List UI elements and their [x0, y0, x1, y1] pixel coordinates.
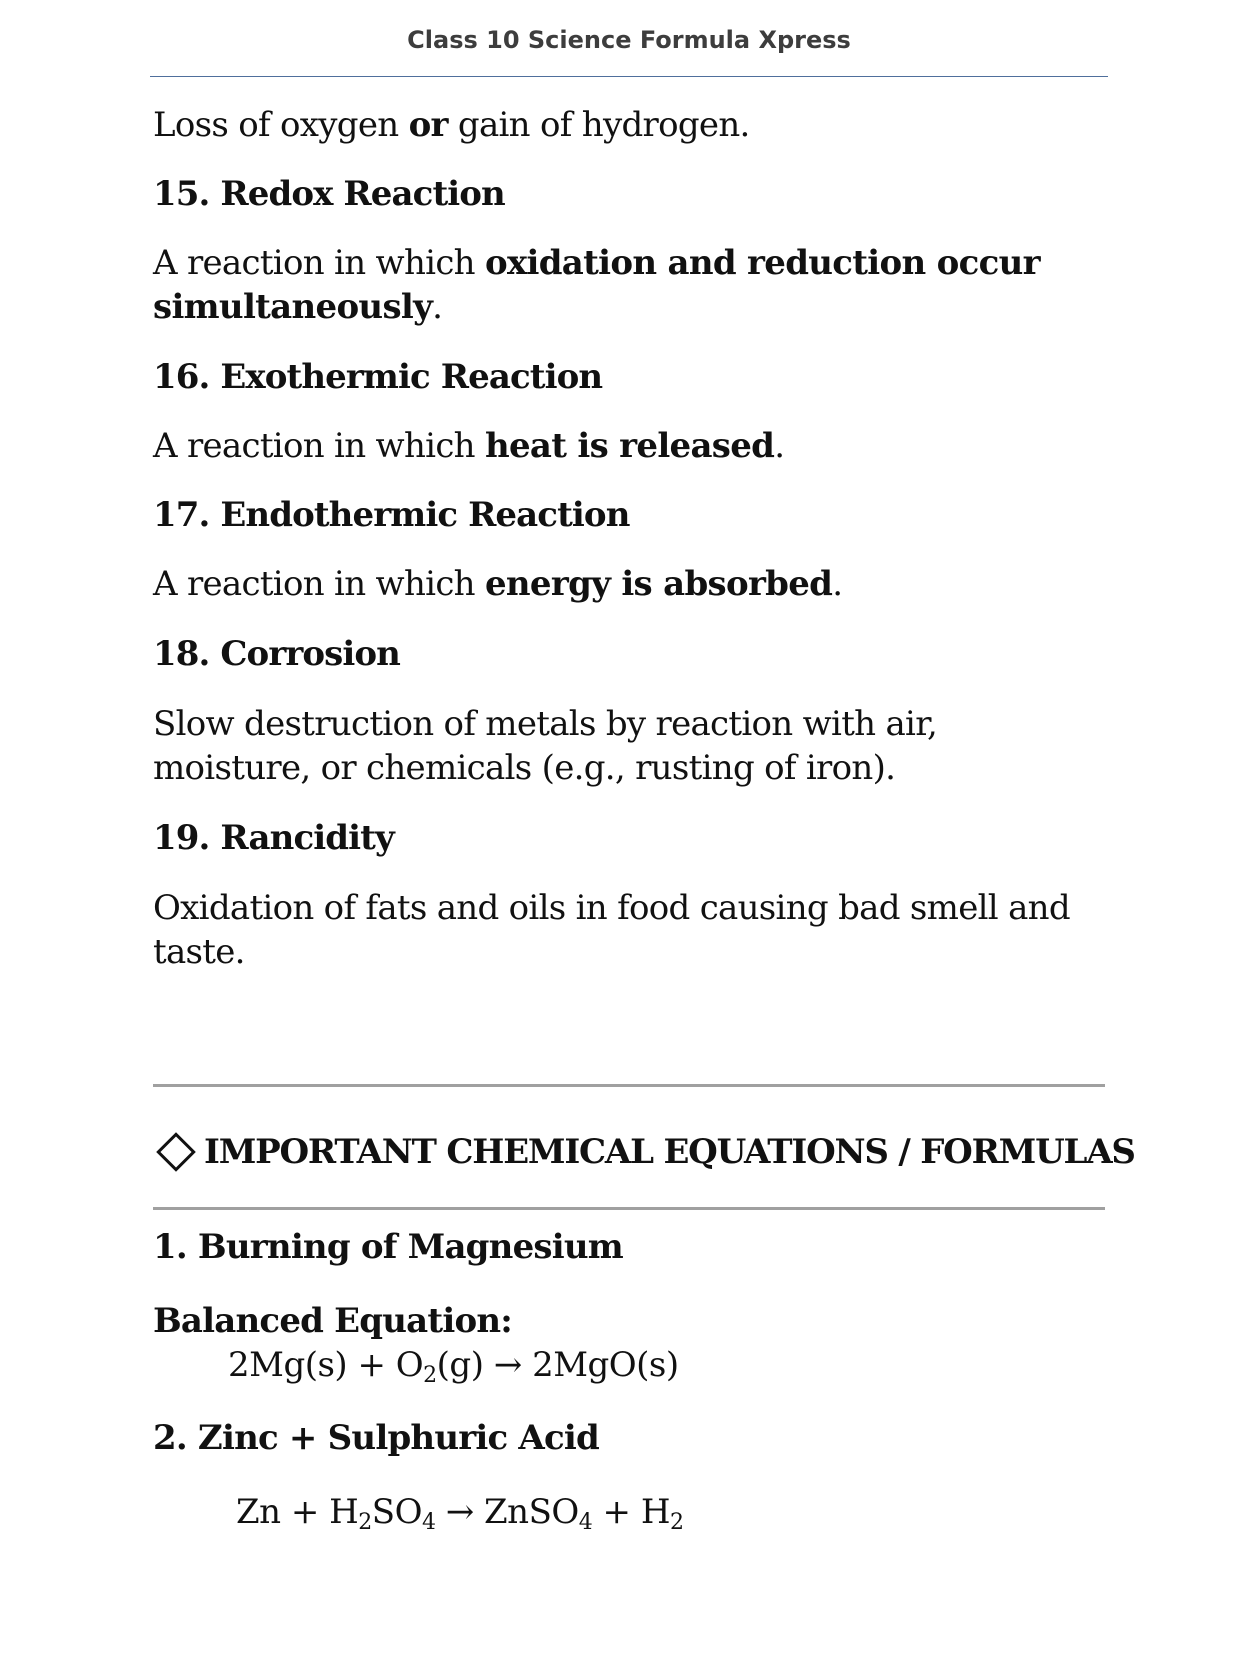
section-divider-bottom	[153, 1207, 1105, 1210]
heading-rancidity: 19. Rancidity	[153, 818, 394, 858]
eq-text: → ZnSO	[435, 1492, 579, 1532]
text-run: A reaction in which	[153, 564, 485, 604]
text-run: .	[774, 426, 785, 466]
text-run: gain of hydrogen.	[447, 105, 750, 145]
emphasis-text: or	[408, 105, 448, 145]
endothermic-definition	[153, 562, 1093, 606]
emphasis-text: heat is released	[484, 426, 775, 466]
balanced-equation-label: Balanced Equation:	[153, 1301, 512, 1341]
heading-endothermic-reaction: 17. Endothermic Reaction	[153, 495, 630, 535]
corrosion-definition: Slow destruction of metals by reaction with air, moisture, or chemicals (e.g., rusting of iron).	[153, 704, 938, 788]
eq-text: 2Mg(s) + O	[228, 1345, 424, 1385]
eq-subscript: 2	[358, 1510, 372, 1535]
text-run: Loss of oxygen	[153, 105, 409, 145]
exothermic-definition	[153, 424, 1093, 468]
eq-subscript: 4	[578, 1510, 593, 1535]
definitions-section	[153, 103, 1093, 974]
heading-redox-reaction: 15. Redox Reaction	[153, 174, 505, 214]
equation-magnesium	[228, 1343, 679, 1387]
heading-exothermic-reaction: 16. Exothermic Reaction	[153, 357, 603, 397]
eq-subscript: 4	[421, 1510, 436, 1535]
heading-burning-magnesium: 1. Burning of Magnesium	[153, 1227, 623, 1267]
text-run: .	[432, 287, 443, 327]
rancidity-definition: Oxidation of fats and oils in food causing bad smell and taste.	[153, 888, 1070, 972]
heading-zinc-sulphuric-acid: 2. Zinc + Sulphuric Acid	[153, 1418, 599, 1458]
text-run: A reaction in which	[153, 426, 485, 466]
section-divider-top	[153, 1084, 1105, 1087]
eq-subscript: 2	[423, 1363, 437, 1388]
redox-definition	[153, 241, 1093, 329]
reduction-definition	[153, 103, 1093, 147]
heading-corrosion: 18. Corrosion	[153, 634, 400, 674]
emphasis-text: energy is absorbed	[484, 564, 833, 604]
eq-text: + H	[592, 1492, 671, 1532]
header-divider	[150, 76, 1108, 77]
eq-subscript: 2	[670, 1510, 684, 1535]
text-run: .	[832, 564, 843, 604]
running-header: Class 10 Science Formula Xpress	[407, 26, 851, 54]
section-title-text: IMPORTANT CHEMICAL EQUATIONS / FORMULAS	[204, 1132, 1135, 1172]
emphasis-text: oxidation and reduction occur simultaneously	[153, 243, 1040, 327]
equation-zinc	[236, 1490, 684, 1534]
eq-text: (g) → 2MgO(s)	[436, 1345, 679, 1385]
formulas-section-title	[153, 1130, 1135, 1174]
eq-text: Zn + H	[236, 1492, 359, 1532]
diamond-outline-icon	[156, 1132, 196, 1172]
eq-text: SO	[371, 1492, 422, 1532]
text-run: A reaction in which	[153, 243, 485, 283]
